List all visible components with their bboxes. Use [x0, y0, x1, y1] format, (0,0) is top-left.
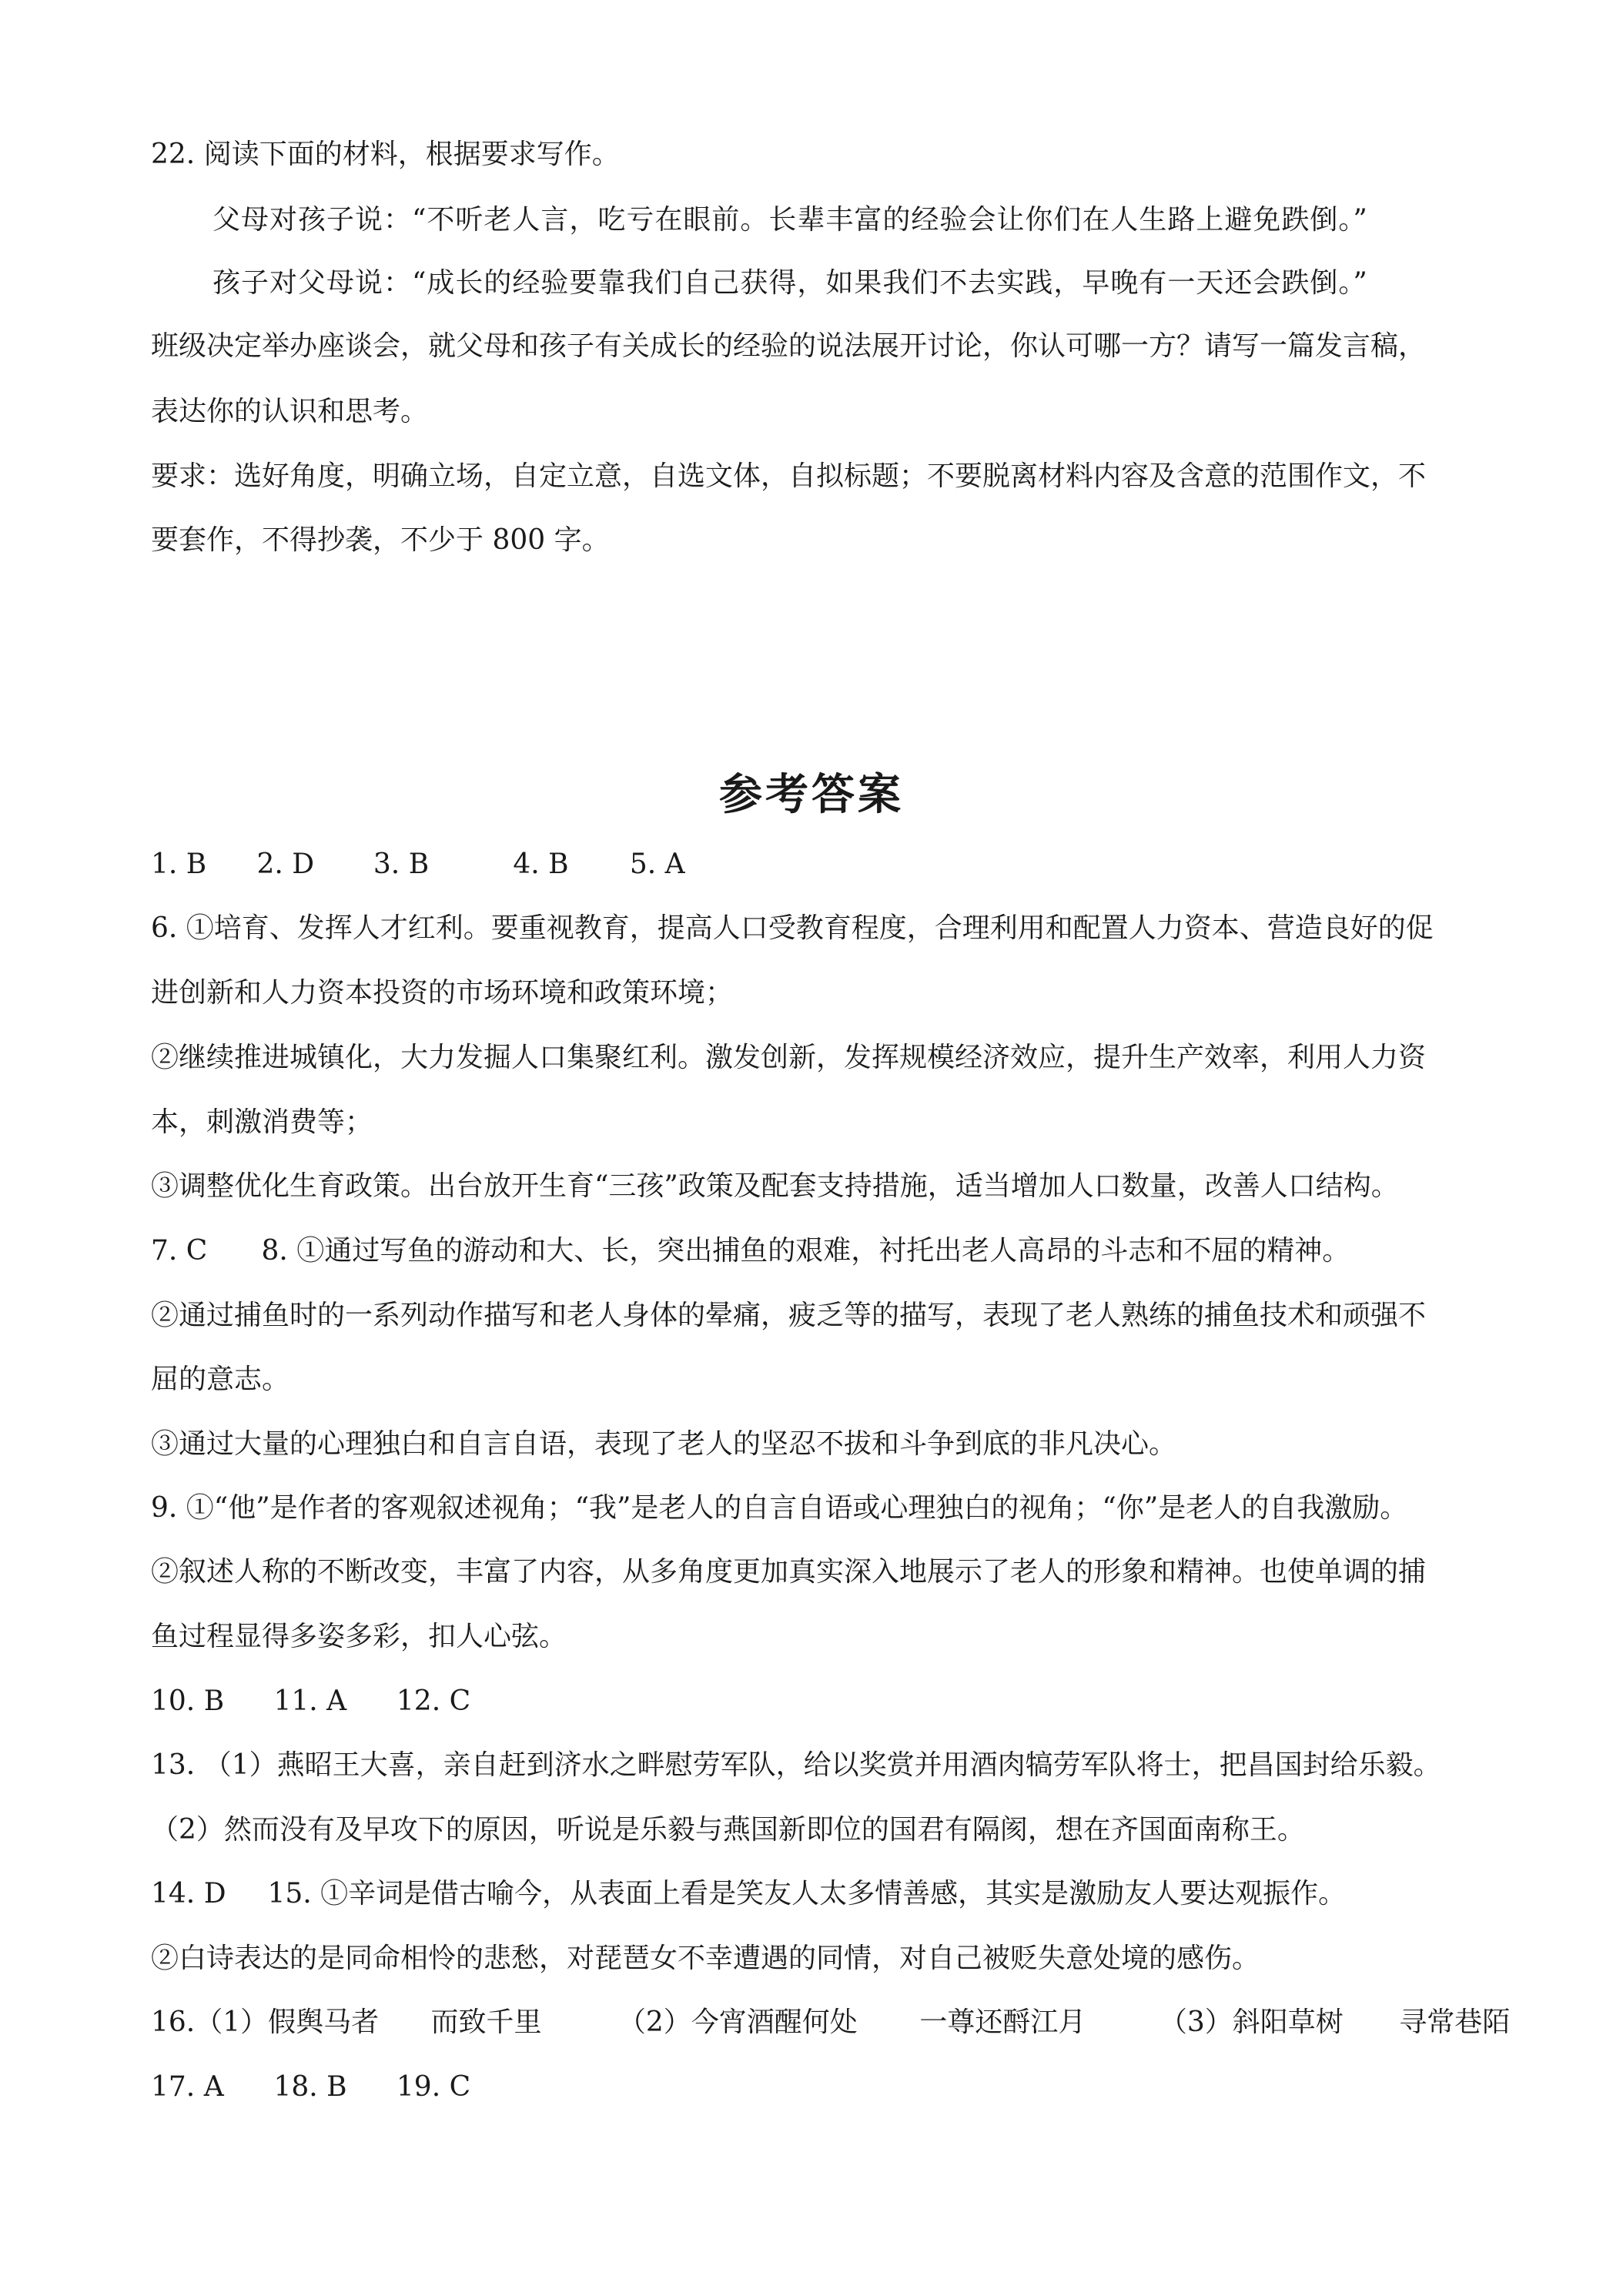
task-line-1: 班级决定举办座谈会，就父母和孩子有关成长的经验的说法展开讨论，你认可哪一方？请写一篇发言稿，	[151, 330, 1427, 362]
answer-4: 4. B	[513, 848, 569, 880]
answer-13-line-2: （2）然而没有及早攻下的原因，听说是乐毅与燕国新即位的国君有隔阂，想在齐国面南称王。	[151, 1814, 1305, 1846]
answer-16-part-2b: 一尊还酹江月	[919, 2006, 1086, 2038]
parents-quote: 父母对孩子说：“不听老人言，吃亏在眼前。长辈丰富的经验会让你们在人生路上避免跌倒。”	[212, 204, 1368, 236]
answer-11: 11. A	[273, 1685, 347, 1717]
answer-5: 5. A	[629, 848, 685, 880]
requirement-line-2: 要套作，不得抄袭，不少于 800 字。	[151, 524, 610, 556]
answer-12: 12. C	[396, 1685, 471, 1717]
answer-8-line-2: ②通过捕鱼时的一系列动作描写和老人身体的晕痛，疲乏等的描写，表现了老人熟练的捕鱼技术和顽强不	[151, 1300, 1427, 1331]
answers-title: 参考答案	[719, 770, 904, 820]
answer-6-line-2: 进创新和人力资本投资的市场环境和政策环境；	[151, 977, 734, 1009]
answers-17-19	[151, 2068, 1500, 2107]
answer-15-line-1: 15. ①辛词是借古喻今，从表面上看是笑友人太多情善感，其实是激励友人要达观振作。	[267, 1878, 1347, 1909]
answers-10-12	[151, 1682, 1500, 1721]
answer-16-part-3b: 寻常巷陌	[1399, 2006, 1511, 2038]
answer-17: 17. A	[151, 2071, 224, 2103]
answer-18: 18. B	[273, 2071, 347, 2103]
answer-15-line-2: ②白诗表达的是同命相怜的悲愁，对琵琶女不幸遭遇的同情，对自己被贬失意处境的感伤。	[151, 1943, 1260, 1974]
answer-8-line-4: ③通过大量的心理独白和自言自语，表现了老人的坚忍不拔和斗争到底的非凡决心。	[151, 1428, 1177, 1460]
answer-6-line-3: ②继续推进城镇化，大力发掘人口集聚红利。激发创新，发挥规模经济效应，提升生产效率，利用人力资	[151, 1042, 1427, 1073]
answer-13-line-1: 13. （1）燕昭王大喜，亲自赶到济水之畔慰劳军队，给以奖赏并用酒肉犒劳军队将士，把昌国封给乐毅。	[151, 1749, 1441, 1781]
q22-intro: 22. 阅读下面的材料，根据要求写作。	[151, 139, 620, 170]
answer-16-part-2a: （2）今宵酒醒何处	[617, 2006, 858, 2038]
answer-14: 14. D	[151, 1878, 226, 1909]
answers-14-15	[151, 1875, 1500, 1913]
answer-3: 3. B	[373, 848, 430, 880]
answer-19: 19. C	[396, 2071, 471, 2103]
answer-6-line-4: 本，刺激消费等；	[151, 1106, 373, 1138]
answer-9-line-1: 9. ①“他”是作者的客观叙述视角；“我”是老人的自言自语或心理独白的视角；“你”是老人的自我激励。	[151, 1492, 1408, 1524]
answer-10: 10. B	[151, 1685, 225, 1717]
answer-8-line-3: 屈的意志。	[151, 1364, 290, 1395]
answers-1-5	[151, 845, 1500, 884]
answer-2: 2. D	[256, 848, 315, 880]
answer-6-line-1: 6. ①培育、发挥人才红利。要重视教育，提高人口受教育程度，合理利用和配置人力资本、营造良好的促	[151, 912, 1434, 944]
requirement-line-1: 要求：选好角度，明确立场，自定立意，自选文体，自拟标题；不要脱离材料内容及含意的范围作文，不	[151, 460, 1427, 492]
answer-16	[151, 2003, 1511, 2042]
answers-7-8	[151, 1232, 1500, 1270]
children-quote: 孩子对父母说：“成长的经验要靠我们自己获得，如果我们不去实践，早晚有一天还会跌倒。”	[212, 267, 1368, 299]
answer-7: 7. C	[151, 1235, 208, 1267]
answer-16-part-1a: 16.（1）假舆马者	[151, 2006, 380, 2038]
answer-16-part-3a: （3）斜阳草树	[1159, 2006, 1344, 2038]
answer-1: 1. B	[151, 848, 207, 880]
answer-9-line-2: ②叙述人称的不断改变，丰富了内容，从多角度更加真实深入地展示了老人的形象和精神。也使单调的捕	[151, 1556, 1427, 1588]
answer-16-part-1b: 而致千里	[430, 2006, 542, 2038]
answer-8-line-1: 8. ①通过写鱼的游动和大、长，突出捕鱼的艰难，衬托出老人高昂的斗志和不屈的精神。	[261, 1235, 1350, 1267]
answer-9-line-3: 鱼过程显得多姿多彩，扣人心弦。	[151, 1621, 567, 1652]
task-line-2: 表达你的认识和思考。	[151, 396, 429, 427]
answer-6-line-5: ③调整优化生育政策。出台放开生育“三孩”政策及配套支持措施，适当增加人口数量，改善人口结构。	[151, 1170, 1399, 1202]
